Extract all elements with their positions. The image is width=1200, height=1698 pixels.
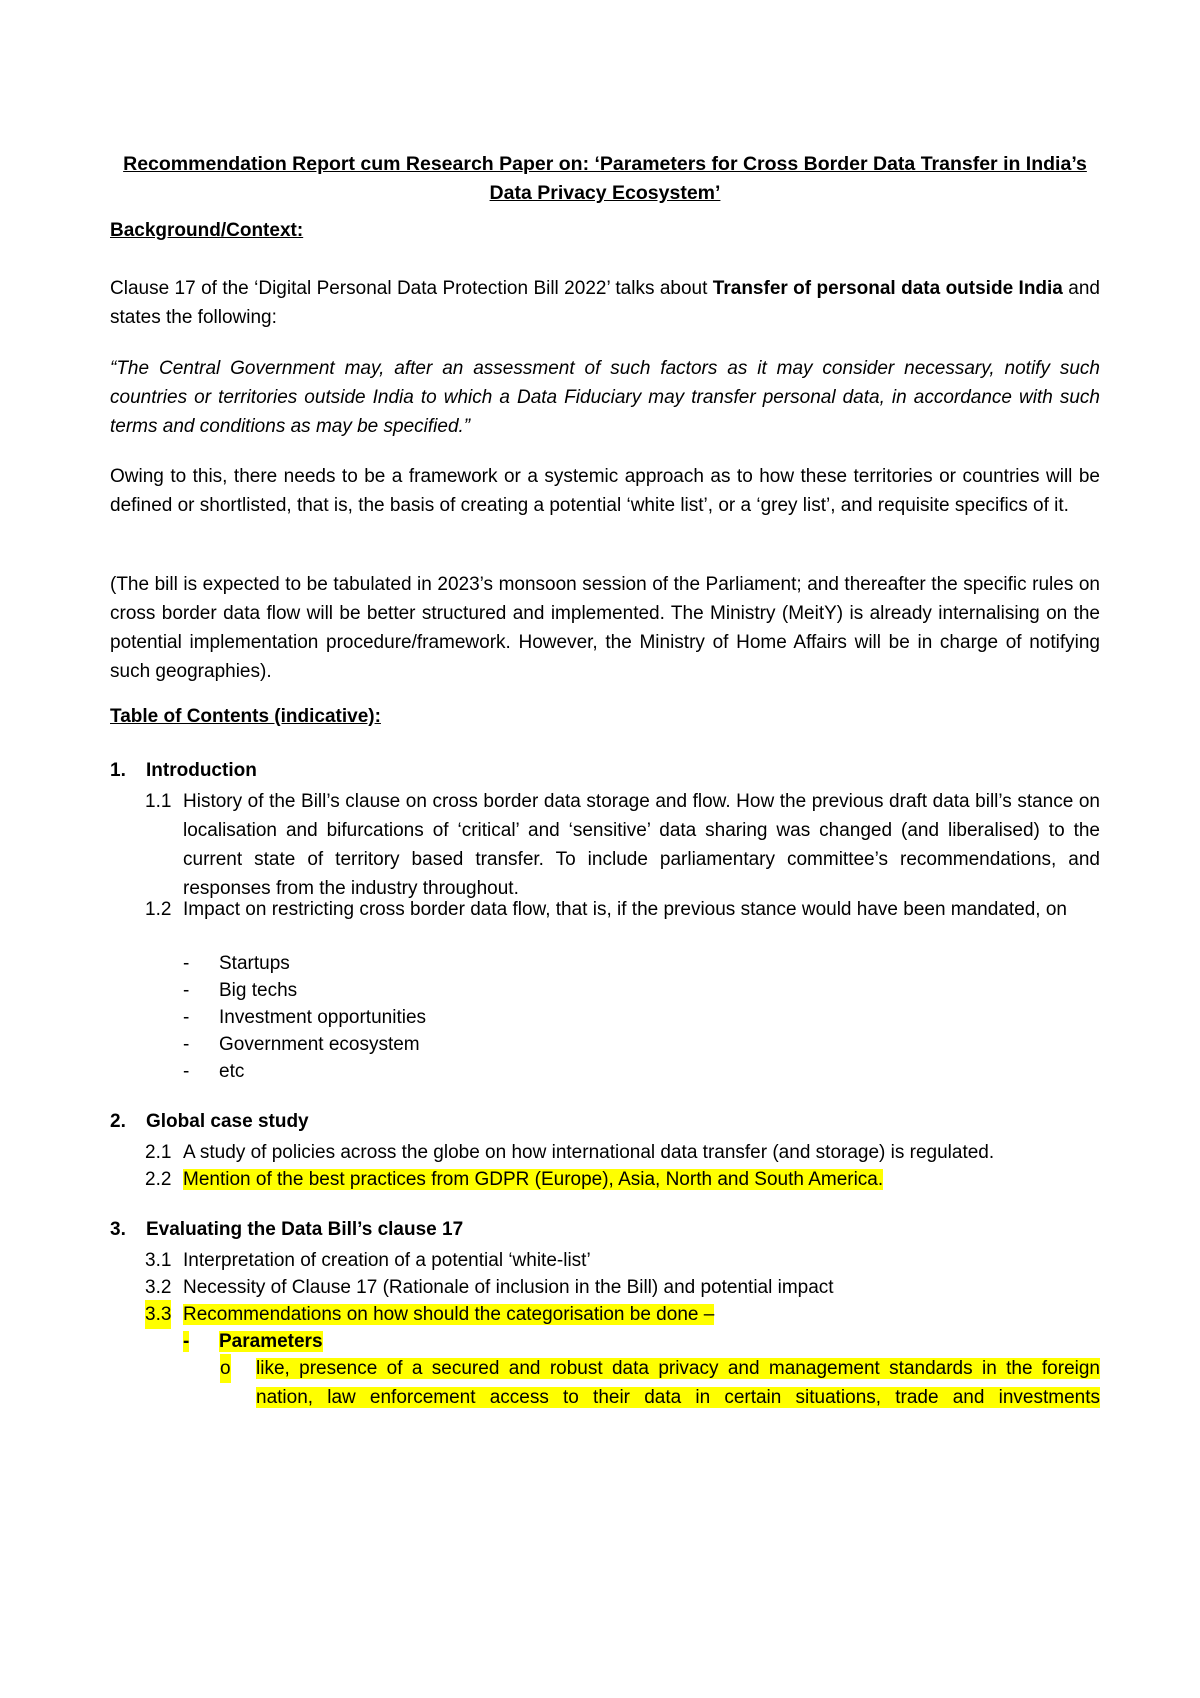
list-item <box>183 1327 323 1356</box>
list-item <box>183 1030 420 1059</box>
toc-subsection-1-1 <box>145 787 1100 903</box>
dash-marker-wrap <box>183 1327 219 1356</box>
list-item-text: Big techs <box>219 980 298 1001</box>
toc-heading: Table of Contents (indicative): <box>110 706 381 727</box>
list-item <box>183 1057 244 1086</box>
background-heading: Background/Context: <box>110 220 304 241</box>
circle-item-line-1: like, presence of a secured and robust data privacy and management standards in the foreign <box>256 1358 1100 1379</box>
dash-marker: - <box>183 953 190 974</box>
subsection-number: 2.2 <box>145 1169 172 1190</box>
subsection-text: Necessity of Clause 17 (Rationale of inclusion in the Bill) and potential impact <box>183 1277 834 1298</box>
highlighted-text: Recommendations on how should the categorisation be done – <box>183 1304 715 1325</box>
clause-quote: “The Central Government may, after an assessment of such factors as it may consider necessary, notify such countries or territories outside India to which a Data Fiduciary may transfer personal data, in accordance with such terms and conditions as may be specified.” <box>110 358 1100 437</box>
dash-marker: - <box>183 1331 190 1352</box>
document-title: Recommendation Report cum Research Paper on: ‘Parameters for Cross Border Data Transfer in India’s Data Privacy Ecosystem’ <box>123 153 1087 204</box>
section-title: Evaluating the Data Bill’s clause 17 <box>146 1219 464 1240</box>
subsection-text: A study of policies across the globe on how international data transfer (and storage) is regulated. <box>183 1142 995 1163</box>
section-number: 2. <box>110 1111 126 1132</box>
dash-marker: - <box>183 980 190 1001</box>
toc-section-1 <box>110 760 257 782</box>
toc-subsection-3-2 <box>145 1273 1100 1302</box>
toc-section-2 <box>110 1111 309 1133</box>
list-item-text: Investment opportunities <box>219 1007 427 1028</box>
section-number: 1. <box>110 760 126 781</box>
toc-subsection-2-2 <box>145 1165 1100 1194</box>
section-title: Introduction <box>146 760 257 781</box>
list-item <box>183 1003 426 1032</box>
clause-intro-paragraph <box>110 274 1100 332</box>
list-item-text: Parameters <box>219 1331 323 1352</box>
subsection-number: 1.1 <box>145 791 172 812</box>
highlighted-text: Mention of the best practices from GDPR (Europe), Asia, North and South America. <box>183 1169 884 1190</box>
section-number: 3. <box>110 1219 126 1240</box>
subsection-number: 2.1 <box>145 1142 172 1163</box>
toc-subsection-3-3 <box>145 1300 1100 1329</box>
subsection-text-wrap <box>145 1165 1100 1194</box>
circle-item-line-1-wrap <box>220 1354 1100 1383</box>
clause-intro-bold: Transfer of personal data outside India <box>712 278 1063 299</box>
subsection-text-wrap <box>145 1300 1100 1329</box>
bill-paragraph: (The bill is expected to be tabulated in 2023’s monsoon session of the Parliament; and thereafter the specific rules on cross border data flow will be better structured and implemented. The Ministry (MeitY) is already internalising on the potential implementation procedure/framework. However, the Ministry of Home Affairs will be in charge of notifying such geographies). <box>110 574 1100 682</box>
subsection-text: Impact on restricting cross border data flow, that is, if the previous stance would have been mandated, on <box>183 899 1067 920</box>
clause-intro-pre: Clause 17 of the ‘Digital Personal Data Protection Bill 2022’ talks about <box>110 278 713 299</box>
list-item-text: Government ecosystem <box>219 1034 420 1055</box>
list-item-text: Startups <box>219 953 290 974</box>
toc-subsection-1-2 <box>145 895 1100 924</box>
subsection-text: Interpretation of creation of a potential ‘white-list’ <box>183 1250 591 1271</box>
subsection-number: 3.1 <box>145 1250 172 1271</box>
clause-intro-post: and states the following: <box>110 278 1100 328</box>
subsection-number: 3.3 <box>145 1300 171 1329</box>
list-item-text: etc <box>219 1061 245 1082</box>
dash-marker: - <box>183 1061 190 1082</box>
subsection-number: 3.2 <box>145 1277 172 1298</box>
circle-item-line-2-wrap <box>220 1383 1100 1412</box>
owing-paragraph: Owing to this, there needs to be a framework or a systemic approach as to how these territories or countries will be defined or shortlisted, that is, the basis of creating a potential ‘white list’, or a ‘grey list’, and requisite specifics of it. <box>110 466 1100 516</box>
list-item <box>183 976 297 1005</box>
subsection-number: 1.2 <box>145 899 172 920</box>
circle-item-line-2: nation, law enforcement access to their data in certain situations, trade and investments <box>256 1387 1100 1408</box>
toc-subsection-2-1 <box>145 1138 1100 1167</box>
toc-subsection-3-1 <box>145 1246 1100 1275</box>
section-title: Global case study <box>146 1111 309 1132</box>
circle-marker: o <box>220 1354 231 1383</box>
list-item <box>183 949 290 978</box>
dash-marker: - <box>183 1007 190 1028</box>
toc-section-3 <box>110 1219 463 1241</box>
subsection-text: History of the Bill’s clause on cross border data storage and flow. How the previous draft data bill’s stance on localisation and bifurcations of ‘critical’ and ‘sensitive’ data sharing was changed (and liberalised) to the current state of territory based transfer. To include parliamentary committee’s recommendations, and responses from the industry throughout. <box>183 791 1100 899</box>
circle-list-item <box>220 1354 1100 1412</box>
dash-marker: - <box>183 1034 190 1055</box>
